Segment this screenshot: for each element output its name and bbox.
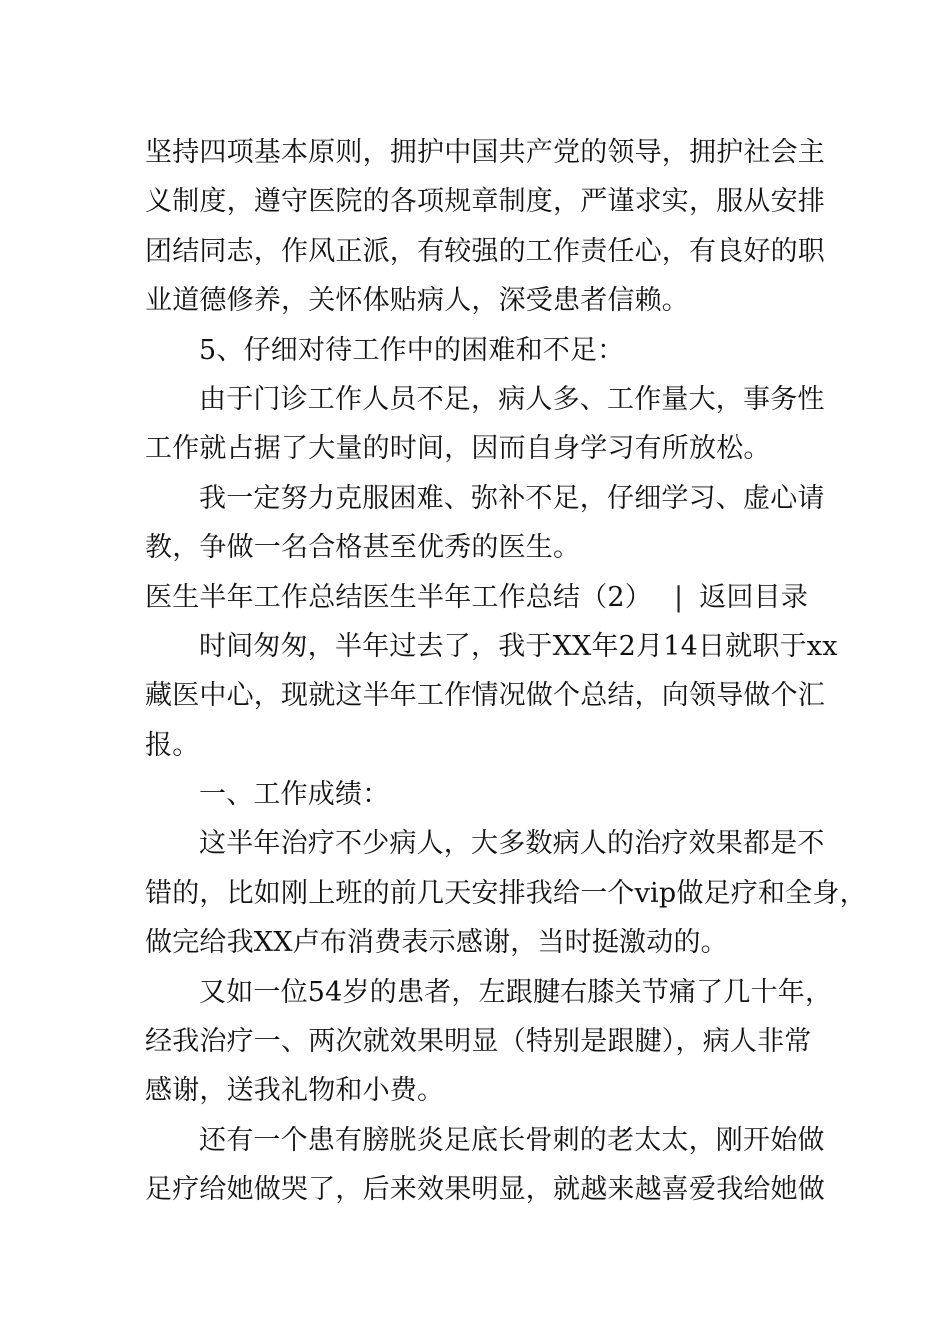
paragraph-line: 义制度，遵守医院的各项规章制度，严谨求实，服从安排 <box>145 186 825 218</box>
section-heading: 5、仔细对待工作中的困难和不足： <box>199 334 625 366</box>
article-title: 医生半年工作总结医生半年工作总结（2） <box>145 581 652 613</box>
back-to-contents-link[interactable]: 返回目录 <box>699 581 809 613</box>
paragraph-line: 感谢，送我礼物和小费。 <box>145 1075 445 1107</box>
paragraph-line: 还有一个患有膀胱炎足底长骨刺的老太太，刚开始做 <box>199 1124 825 1156</box>
paragraph-line: 时间匆匆，半年过去了，我于XX年2月14日就职于xx <box>199 630 838 662</box>
section-heading: 一、工作成绩： <box>199 779 390 811</box>
paragraph-line: 又如一位54岁的患者，左跟腱右膝关节痛了几十年， <box>199 976 833 1008</box>
paragraph-line: 做完给我XX卢布消费表示感谢，当时挺激动的。 <box>145 927 728 959</box>
paragraph-line: 团结同志，作风正派，有较强的工作责任心，有良好的职 <box>145 235 825 267</box>
paragraph-line: 坚持四项基本原则，拥护中国共产党的领导，拥护社会主 <box>145 137 825 168</box>
paragraph-line: 藏医中心，现就这半年工作情况做个总结，向领导做个汇 <box>145 680 825 712</box>
paragraph-line: 我一定努力克服困难、弥补不足，仔细学习、虚心请 <box>199 482 825 514</box>
paragraph-line: 由于门诊工作人员不足，病人多、工作量大，事务性 <box>199 383 825 415</box>
paragraph-line: 报。 <box>145 729 200 761</box>
paragraph-line: 经我治疗一、两次就效果明显（特别是跟腱），病人非常 <box>145 1026 812 1058</box>
paragraph-line: 教，争做一名合格甚至优秀的医生。 <box>145 532 581 564</box>
paragraph-line: 足疗给她做哭了，后来效果明显，就越来越喜爱我给她做 <box>145 1174 825 1206</box>
article-title-line <box>145 573 810 622</box>
paragraph-line: 工作就占据了大量的时间，因而自身学习有所放松。 <box>145 433 771 465</box>
document-body <box>145 128 867 1215</box>
paragraph-line: 错的，比如刚上班的前几天安排我给一个vip做足疗和全身， <box>145 877 867 909</box>
paragraph-line: 业道德修养，关怀体贴病人，深受患者信赖。 <box>145 285 689 317</box>
paragraph-line: 这半年治疗不少病人，大多数病人的治疗效果都是不 <box>199 828 825 860</box>
title-separator: | <box>673 581 684 613</box>
